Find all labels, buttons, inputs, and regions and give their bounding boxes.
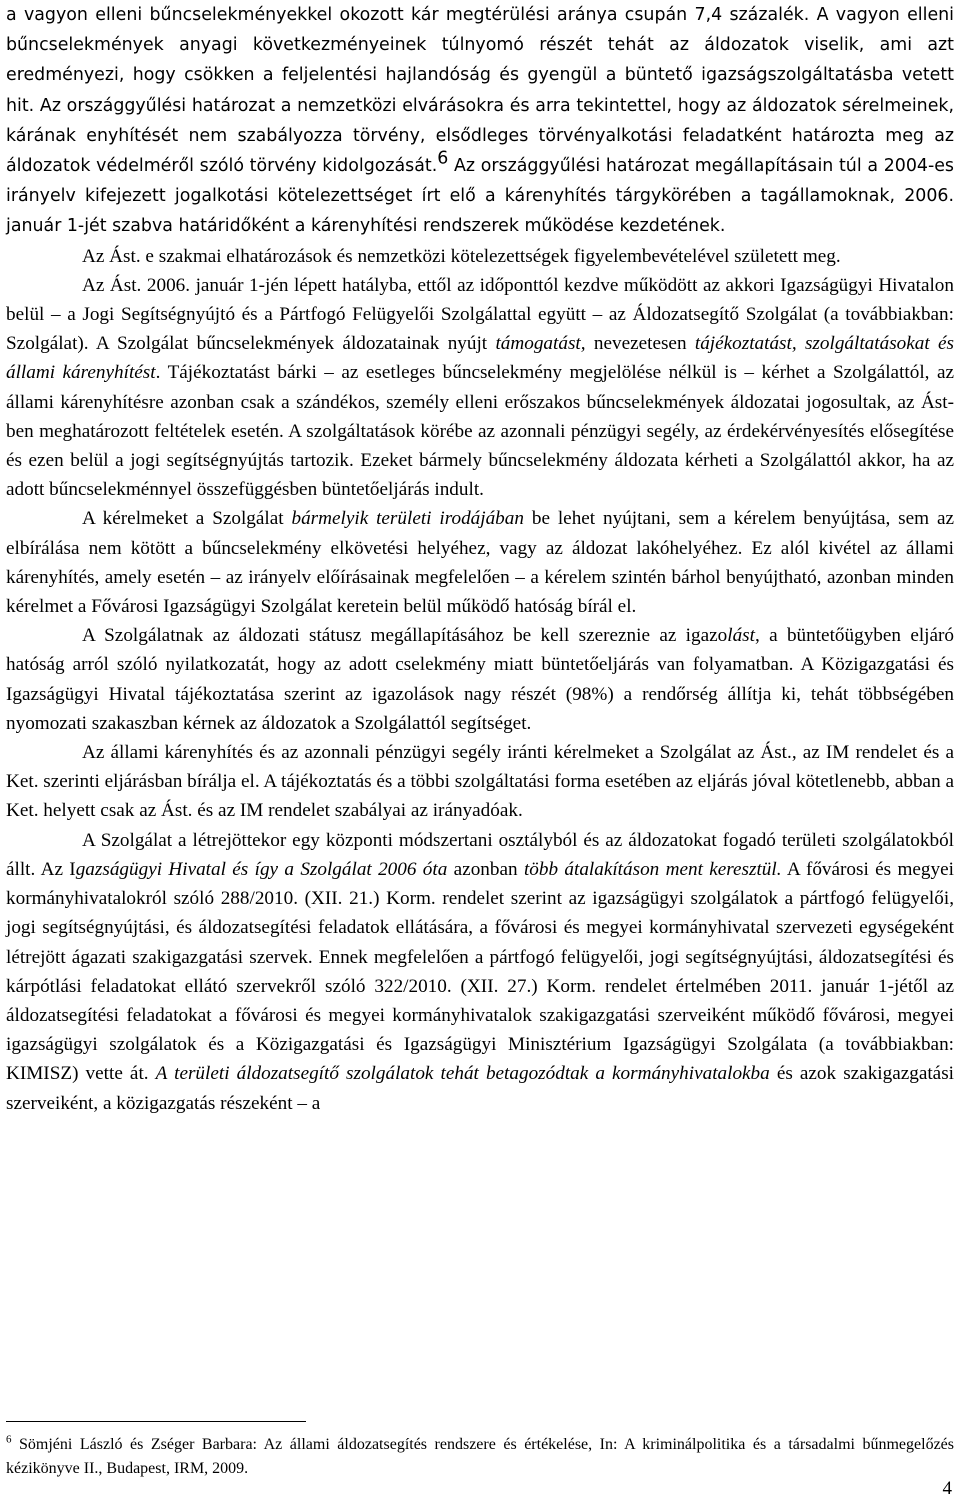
paragraph-6-text: Az állami kárenyhítés és az azonnali pénzügyi segély iránti kérelmeket a Szolgálat az Ást., az IM rendelet és a Ket. szerinti eljárásban bírálja el. A tájékoztatás és a többi szolgáltatási forma esetében az eljárás jóval kötetlenebb, abban a Ket. helyett csak az Ást. és az IM rendelet szabályai az irányadóak.	[6, 742, 954, 822]
paragraph-7-text-2: azonban	[447, 858, 524, 880]
paragraph-7-italic-2: több átalakításon ment keresztül.	[523, 858, 782, 880]
paragraph-7-text-4: és azok szakigazgatási szerveiként, a közigazgatás részeként – a	[6, 1063, 954, 1114]
paragraph-7	[6, 826, 954, 1118]
paragraph-3-text-2: nevezetesen	[585, 333, 695, 355]
paragraph-3-italic-2: tájékoztatást, szolgáltatásokat és állami kárenyhítést	[6, 333, 954, 384]
footnote-separator	[6, 1421, 306, 1422]
page-body	[6, 0, 954, 1118]
paragraph-4	[6, 504, 954, 621]
paragraph-3-text-3: . Tájékoztatást bárki – az esetleges bűncselekmény megjelölése nélkül is – kérhet a Szolgálattól, az állami kárenyhítésre azonban csak a szándékos, személy elleni erőszakos bűncselekmények áldozatai jogosultak, az Ást-ben meghatározott feltételek esetén. A szolgáltatások körébe az azonnali pénzügyi segély, az érdekérvényesítés elősegítése és ezen belül a jogi segítségnyújtás tartozik. Ezeket bármely bűncselekmény áldozata kérheti a Szolgálattól akkor, ha az adott bűncselekménnyel összefüggésben büntetőeljárás indult.	[6, 362, 954, 501]
footnote-text: Sömjéni László és Zséger Barbara: Az állami áldozatsegítés rendszere és értékelése, In: A kriminálpolitika és a társadalmi bűnmegelőzés kézikönyve II., Budapest, IRM, 2009.	[6, 1436, 954, 1477]
paragraph-1	[6, 0, 954, 242]
paragraph-3	[6, 271, 954, 505]
main-text	[6, 0, 954, 1118]
paragraph-1-text-cont: Az országgyűlési határozat megállapításain túl a 2004-es irányelv kifejezett jogalkotási kötelezettséget írt elő a kárenyhítés tárgykörében a tagállamoknak, 2006. január 1-jét szabva határidőként a kárenyhítési rendszerek működése kezdetének.	[6, 156, 954, 237]
paragraph-7-italic-3: A területi áldozatsegítő szolgálatok tehát betagozódtak a kormányhivatalokba	[155, 1063, 770, 1085]
paragraph-4-italic: bármelyik területi irodájában	[291, 508, 524, 530]
paragraph-6	[6, 738, 954, 826]
paragraph-3-text: Az Ást. 2006. január 1-jén lépett hatályba, ettől az időponttól kezdve működött az akkori Igazságügyi Hivatalon belül – a Jogi Segítségnyújtó és a Pártfogó Felügyelői Szolgálattal együtt – az Áldozatsegítő Szolgálat (a továbbiakban: Szolgálat). A Szolgálat bűncselekmények áldozatainak nyújt	[6, 274, 954, 355]
footnote-reference: 6	[437, 148, 449, 169]
paragraph-5-text: A Szolgálatnak az áldozati státusz megállapításához be kell szereznie az igazo	[82, 625, 728, 647]
paragraph-7-text: A Szolgálat a létrejöttekor egy központi módszertani osztályból és az áldozatokat fogadó területi szolgálatokból állt. Az I	[6, 829, 954, 880]
footnote	[6, 1433, 954, 1481]
paragraph-7-italic-1: gazságügyi Hivatal és így a Szolgálat 2006 óta	[75, 858, 448, 880]
paragraph-1-text: a vagyon elleni bűncselekményekkel okozott kár megtérülési aránya csupán 7,4 százalék. A vagyon elleni bűncselekmények anyagi következményeinek túlnyomó részét tehát az áldozatok viselik, ami azt eredményezi, hogy csökken a feljelentési hajlandóság és gyengül a büntető igazságszolgáltatásba vetett hit. Az országgyűlési határozat a nemzetközi elvárásokra és arra tekintettel, hogy az áldozatok sérelmeinek, kárának enyhítését nem szabályozza törvény, elsődleges törvényalkotási feladatként határozta meg az áldozatok védelméről szóló törvény kidolgozását.	[6, 5, 954, 177]
paragraph-7-text-3: A fővárosi és megyei kormányhivatalokról szóló 288/2010. (XII. 21.) Korm. rendelet szerint az igazságügyi szolgálatok a pártfogó felügyelői, jogi segítségnyújtási, és áldozatsegítési feladatok ellátására, a fővárosi és megyei kormányhivatal szervezeti egységeként létrejött ágazati szakigazgatási szervek. Ennek megfelelően a pártfogó felügyelői, jogi segítségnyújtási, áldozatsegítési és kárpótlási feladatokat ellátó szervekről szóló 322/2010. (XII. 27.) Korm. rendelet értelmében 2011. január 1-jétől az áldozatsegítési feladatokat a fővárosi és megyei kormányhivatalok szakigazgatási szerveiként működő fővárosi, megyei igazságügyi szolgálatok és a Közigazgatási és Igazságügyi Minisztérium Igazságügyi Szolgálata (a továbbiakban: KIMISZ) vette át.	[6, 858, 954, 1085]
paragraph-5-text-2: , a büntetőügyben eljáró hatóság arról szóló nyilatkozatát, hogy az adott cselekmény miatt büntetőeljárás van folyamatban. A Közigazgatási és Igazságügyi Hivatal tájékoztatása szerint az igazolások nagy részét (98%) a rendőrség állítja ki, tehát többségében nyomozati szakaszban kérnek az áldozatok a Szolgálattól segítséget.	[6, 625, 954, 734]
paragraph-4-text: A kérelmeket a Szolgálat	[82, 508, 292, 530]
paragraph-5-italic: lást	[727, 625, 755, 647]
paragraph-2-text: Az Ást. e szakmai elhatározások és nemzetközi kötelezettségek figyelembevételével született meg.	[82, 245, 841, 267]
paragraph-3-italic-1: támogatást,	[495, 333, 586, 355]
page-number: 4	[942, 1478, 952, 1499]
paragraph-2	[6, 242, 954, 271]
paragraph-4-text-2: be lehet nyújtani, sem a kérelem benyújtása, sem az elbírálása nem kötött a bűncselekmény elkövetési helyéhez, vagy az áldozat lakóhelyéhez. Ez alól kivétel az állami kárenyhítés, amely esetén – az irányelv előírásainak megfelelően – a kérelem szintén bárhol benyújtható, azonban minden kérelmet a Fővárosi Igazságügyi Szolgálat keretein belül működő hatóság bírál el.	[6, 508, 954, 618]
footnote-number: 6	[6, 1433, 12, 1446]
paragraph-5	[6, 621, 954, 738]
